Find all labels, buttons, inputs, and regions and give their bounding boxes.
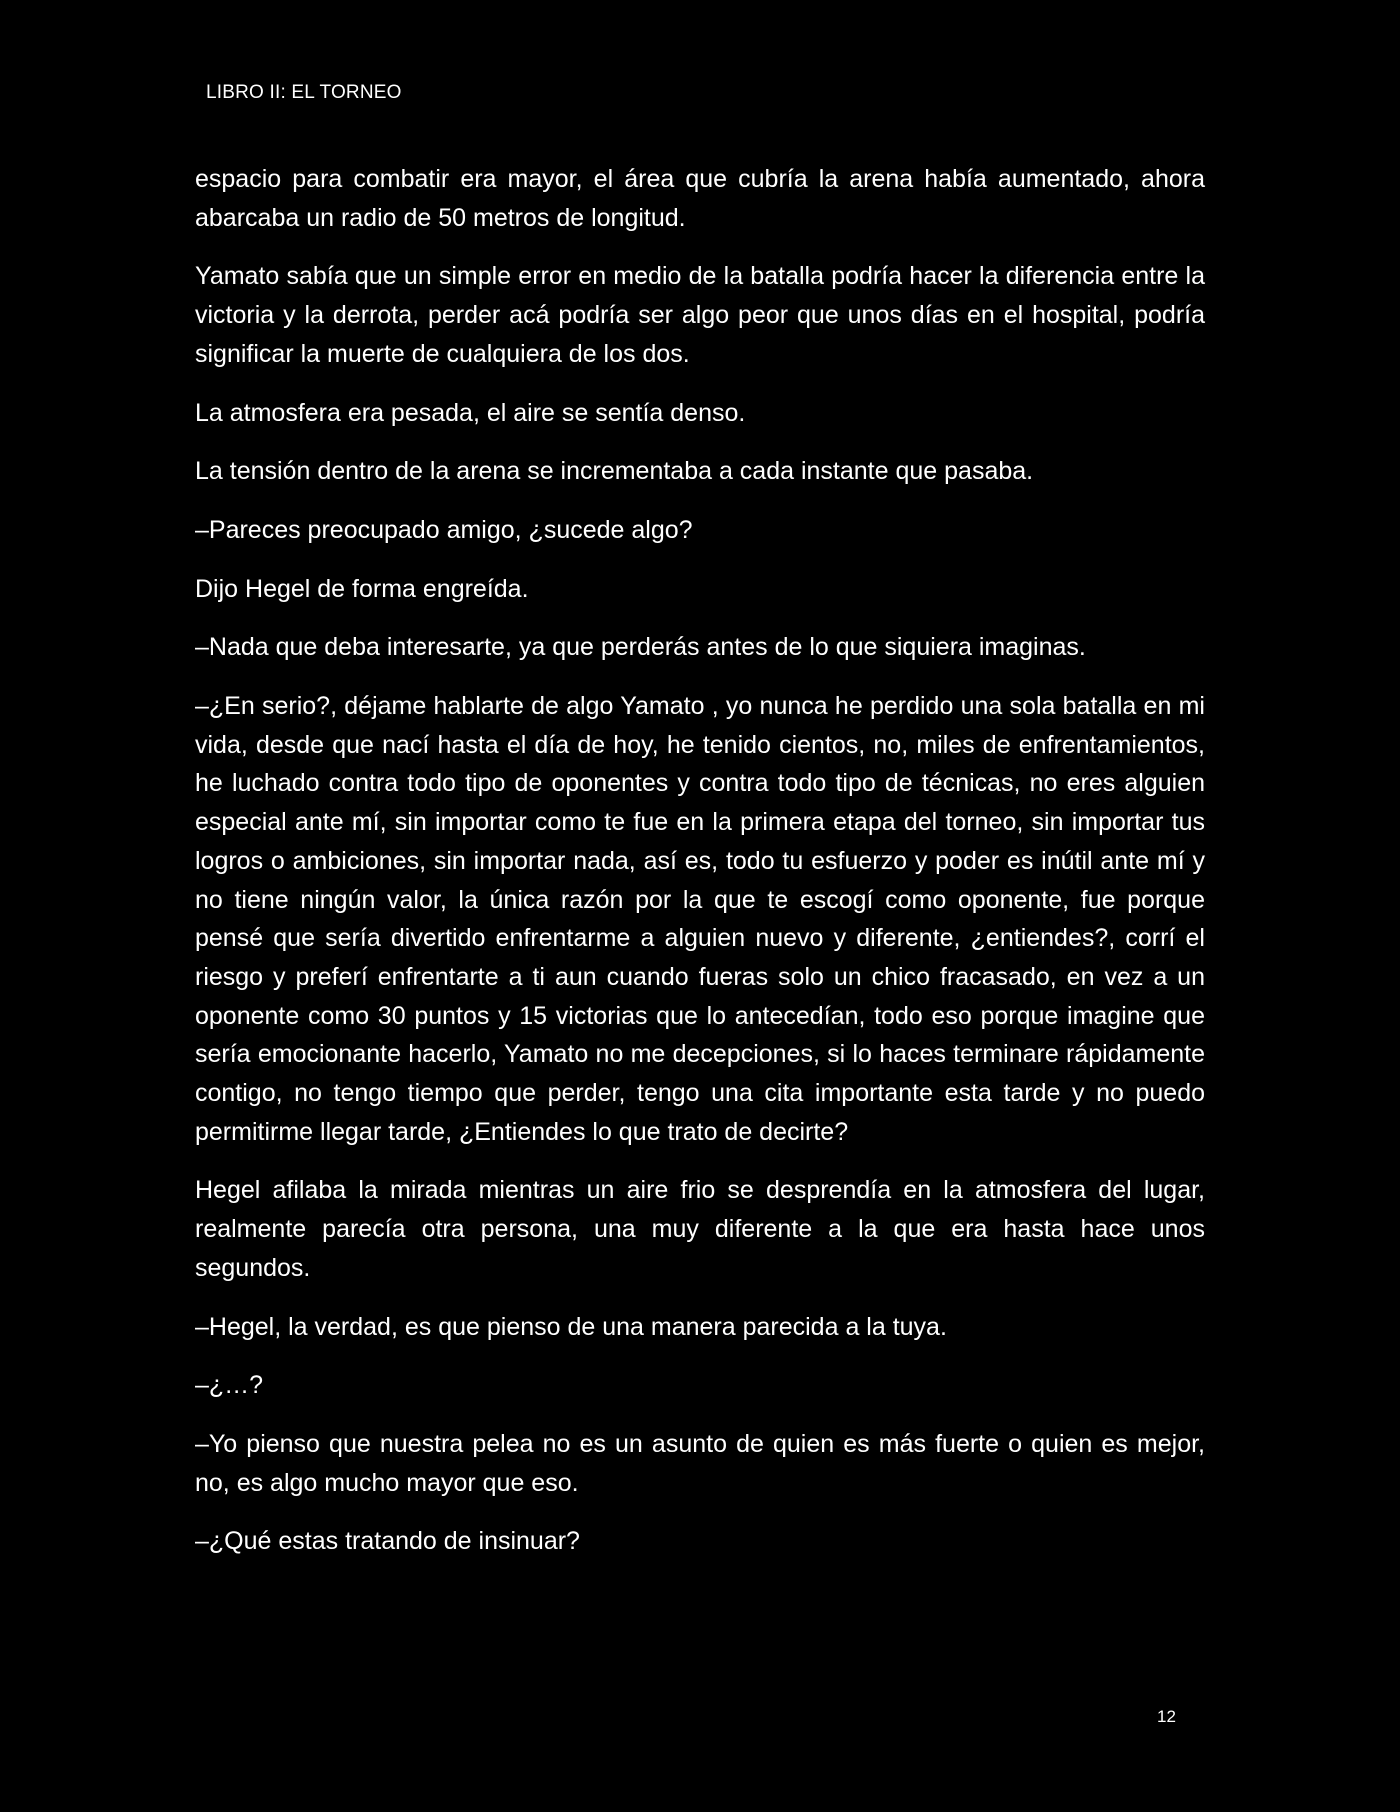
paragraph: Hegel afilaba la mirada mientras un aire frio se desprendía en la atmosfera del lugar, realmente parecía otra persona, una muy diferente a la que era hasta hace unos segundos. bbox=[195, 1176, 1205, 1282]
dialogue-line: –Hegel, la verdad, es que pienso de una manera parecida a la tuya. bbox=[195, 1312, 947, 1341]
paragraph: La atmosfera era pesada, el aire se sentía denso. bbox=[195, 398, 746, 427]
dialogue-line: –Nada que deba interesarte, ya que perderás antes de lo que siquiera imaginas. bbox=[195, 633, 1086, 662]
paragraph: espacio para combatir era mayor, el área que cubría la arena había aumentado, ahora abarcaba un radio de 50 metros de longitud. bbox=[195, 165, 1205, 232]
paragraph: La tensión dentro de la arena se incrementaba a cada instante que pasaba. bbox=[195, 457, 1034, 486]
dialogue-line: –Yo pienso que nuestra pelea no es un asunto de quien es más fuerte o quien es mejor, no, es algo mucho mayor que eso. bbox=[195, 1429, 1205, 1497]
dialogue-line: –¿…? bbox=[195, 1371, 264, 1400]
dialogue-line: –Pareces preocupado amigo, ¿sucede algo? bbox=[195, 515, 693, 544]
page-number: 12 bbox=[1157, 1707, 1176, 1726]
body-text bbox=[195, 160, 1205, 1581]
dialogue-line: –¿En serio?, déjame hablarte de algo Yamato , yo nunca he perdido una sola batalla en mi vida, desde que nací hasta el día de hoy, he tenido cientos, no, miles de enfrentamientos, he luchado contra todo tipo de oponentes y contra todo tipo de técnicas, no eres alguien especial ante mí, sin importar como te fue en la primera etapa del torneo, sin importar tus logros o ambiciones, sin importar nada, así es, todo tu esfuerzo y poder es inútil ante mí y no tiene ningún valor, la única razón por la que te escogí como oponente, fue porque pensé que sería divertido enfrentarme a alguien nuevo y diferente, ¿entiendes?, corrí el riesgo y preferí enfrentarte a ti aun cuando fueras solo un chico fracasado, en vez a un oponente como 30 puntos y 15 victorias que lo antecedían, todo eso porque imagine que sería emocionante hacerlo, Yamato no me decepciones, si lo haces terminare rápidamente contigo, no tengo tiempo que perder, tengo una cita importante esta tarde y no puedo permitirme llegar tarde, ¿Entiendes lo que trato de decirte? bbox=[195, 692, 1205, 1146]
dialogue-line: –¿Qué estas tratando de insinuar? bbox=[195, 1527, 580, 1556]
running-header: LIBRO II: EL TORNEO bbox=[206, 82, 402, 103]
paragraph: Yamato sabía que un simple error en medio de la batalla podría hacer la diferencia entre la victoria y la derrota, perder acá podría ser algo peor que unos días en el hospital, podría significar la muerte de cualquiera de los dos. bbox=[195, 262, 1205, 368]
paragraph: Dijo Hegel de forma engreída. bbox=[195, 574, 529, 603]
